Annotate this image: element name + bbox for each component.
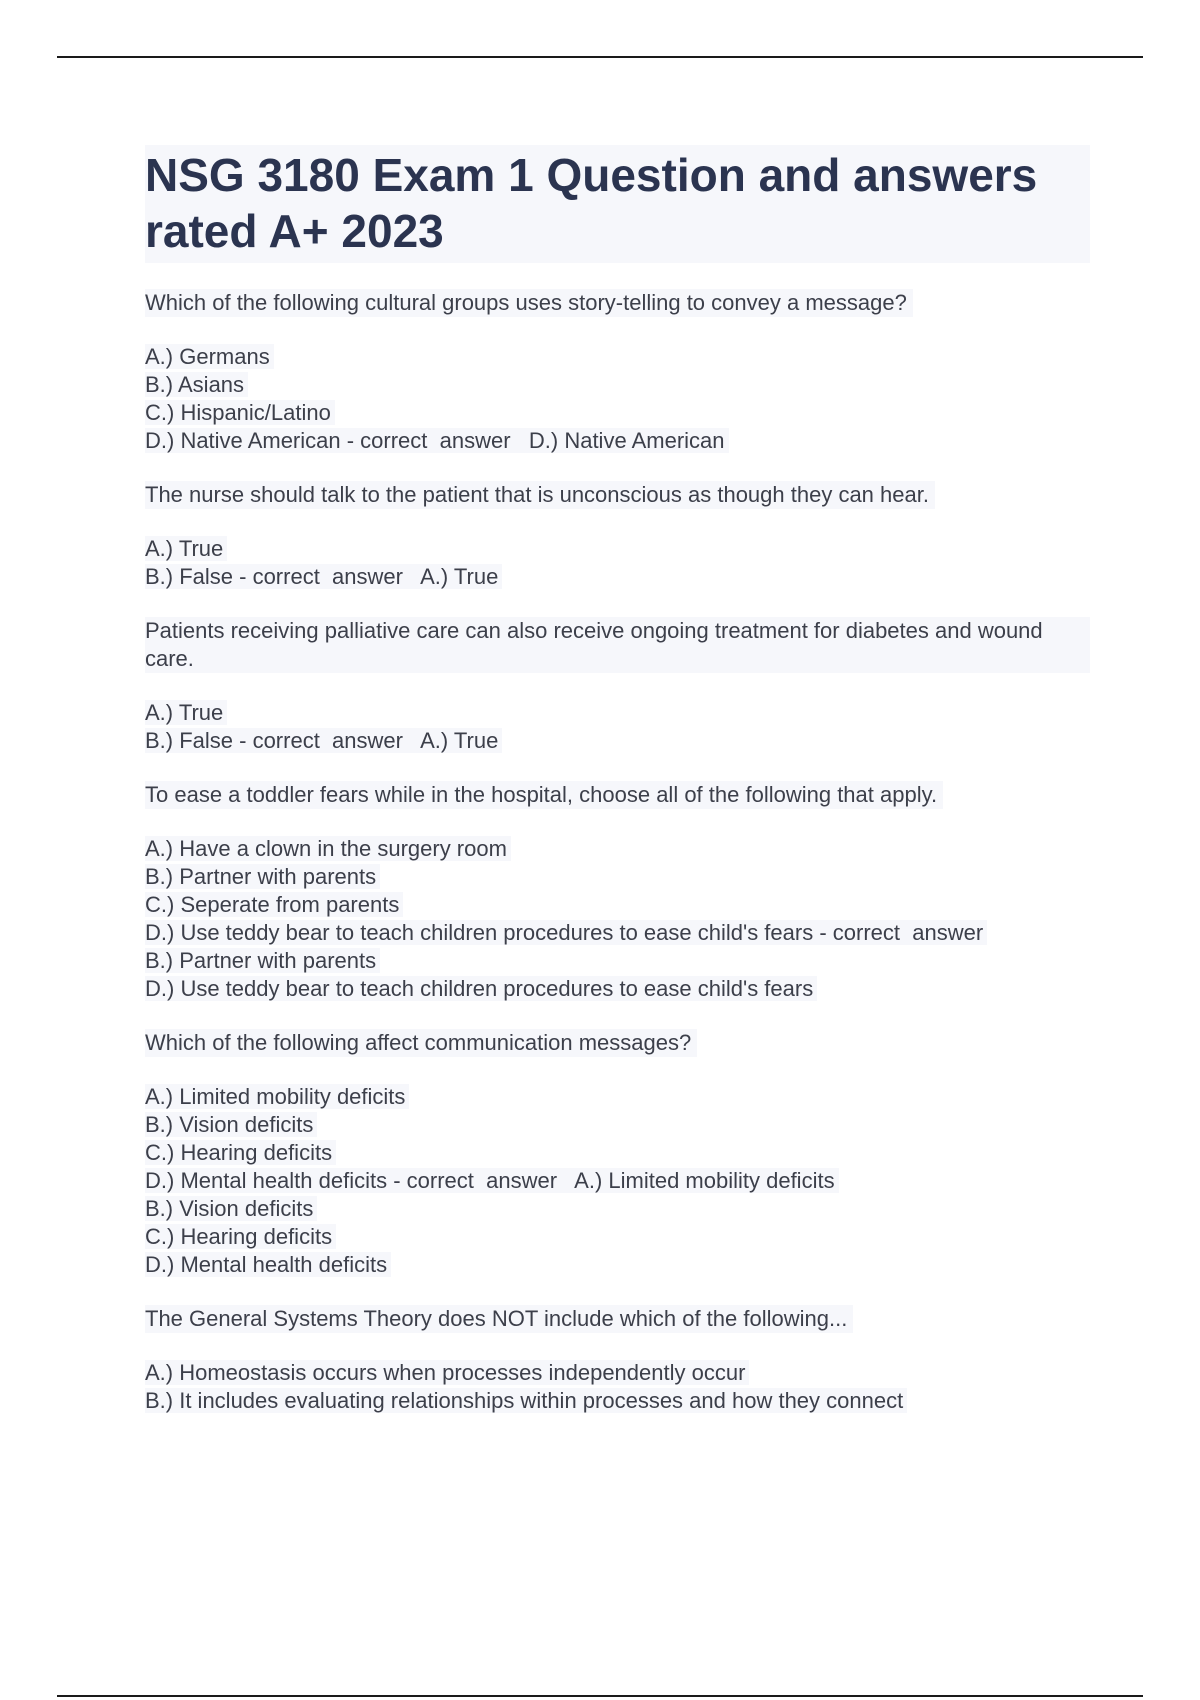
answer-option: B.) Vision deficits [145, 1195, 1090, 1223]
document-body [145, 145, 1090, 1441]
answer-option: A.) Have a clown in the surgery room [145, 835, 1090, 863]
qa-item-5 [145, 1029, 1090, 1279]
question-text: Which of the following cultural groups uses story-telling to convey a message? [145, 289, 913, 317]
answer-option: A.) True [145, 699, 1090, 727]
answer-option: B.) It includes evaluating relationships within processes and how they connect [145, 1387, 1090, 1415]
question-text: Patients receiving palliative care can also receive ongoing treatment for diabetes and wound care. [145, 617, 1090, 673]
answer-option: C.) Seperate from parents [145, 891, 1090, 919]
answer-option: D.) Use teddy bear to teach children procedures to ease child's fears [145, 975, 1090, 1003]
question-text: The nurse should talk to the patient that is unconscious as though they can hear. [145, 481, 935, 509]
answer-option: B.) Asians [145, 371, 1090, 399]
qa-item-4 [145, 781, 1090, 1003]
answer-options [145, 1083, 1090, 1279]
qa-item-3 [145, 617, 1090, 755]
answer-options [145, 699, 1090, 755]
document-title: NSG 3180 Exam 1 Question and answers rated A+ 2023 [145, 149, 1038, 257]
answer-option: C.) Hearing deficits [145, 1223, 1090, 1251]
qa-item-6 [145, 1305, 1090, 1415]
answer-options [145, 1359, 1090, 1415]
qa-item-1 [145, 289, 1090, 455]
answer-options [145, 535, 1090, 591]
answer-option: D.) Use teddy bear to teach children procedures to ease child's fears - correct answer [145, 919, 1090, 947]
answer-option: D.) Mental health deficits - correct answer A.) Limited mobility deficits [145, 1167, 1090, 1195]
answer-option: C.) Hispanic/Latino [145, 399, 1090, 427]
answer-option: A.) Homeostasis occurs when processes independently occur [145, 1359, 1090, 1387]
question-text: The General Systems Theory does NOT include which of the following... [145, 1305, 853, 1333]
answer-option: D.) Native American - correct answer D.) Native American [145, 427, 1090, 455]
answer-option: A.) Germans [145, 343, 1090, 371]
bottom-rule [57, 1695, 1143, 1697]
answer-option: A.) True [145, 535, 1090, 563]
answer-option: B.) Partner with parents [145, 947, 1090, 975]
answer-option: B.) False - correct answer A.) True [145, 727, 1090, 755]
answer-option: C.) Hearing deficits [145, 1139, 1090, 1167]
top-rule [57, 56, 1143, 58]
question-text: To ease a toddler fears while in the hospital, choose all of the following that apply. [145, 781, 943, 809]
title-block [145, 145, 1090, 263]
answer-option: B.) False - correct answer A.) True [145, 563, 1090, 591]
question-text: Which of the following affect communication messages? [145, 1029, 697, 1057]
answer-options [145, 835, 1090, 1003]
answer-option: D.) Mental health deficits [145, 1251, 1090, 1279]
answer-options [145, 343, 1090, 455]
qa-item-2 [145, 481, 1090, 591]
answer-option: B.) Vision deficits [145, 1111, 1090, 1139]
answer-option: B.) Partner with parents [145, 863, 1090, 891]
answer-option: A.) Limited mobility deficits [145, 1083, 1090, 1111]
